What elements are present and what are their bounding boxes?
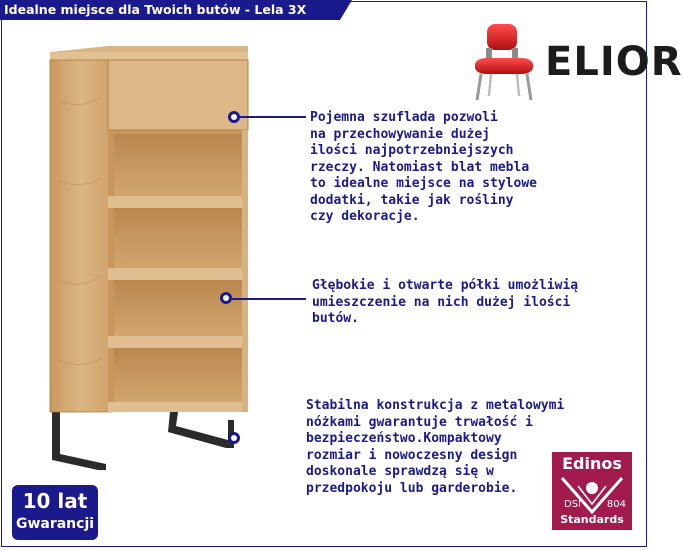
warranty-label: Gwarancji xyxy=(15,516,95,532)
callout-marker-legs xyxy=(228,432,240,444)
warranty-badge xyxy=(12,485,98,540)
callout-line-shelves xyxy=(232,298,306,300)
callout-marker-shelves xyxy=(220,292,232,304)
certification-dsi: DSI xyxy=(564,499,581,510)
certification-brand: Edinos xyxy=(562,454,622,473)
feature-text-construction: Stabilna konstrukcja z metalowymi nóżkami gwarantuje trwałość i bezpieczeństwo.Kompaktowy rozmiar i nowoczesny design doskonale sprawdzą się w przedpokoju lub garderobie. xyxy=(306,398,565,496)
product-image xyxy=(40,40,270,480)
warranty-years: 10 lat xyxy=(22,489,88,513)
feature-text-shelves: Głębokie i otwarte półki umożliwią umieszczenie na nich dużej ilości butów. xyxy=(312,278,579,326)
feature-text-drawer: Pojemna szuflada pozwoli na przechowywanie dużej ilości najpotrzebniejszych rzeczy. Natomiast blat mebla to idealne miejsce na stylowe dodatki, takie jak rośliny czy dekoracje. xyxy=(310,110,537,224)
page-title: Idealne miejsce dla Twoich butów - Lela 3X xyxy=(0,0,340,20)
callout-marker-drawer xyxy=(228,111,240,123)
callout-line-drawer xyxy=(234,116,306,118)
certification-badge xyxy=(552,452,632,530)
shoe-cabinet-illustration xyxy=(40,40,270,480)
brand-name: ELIOR xyxy=(545,39,683,85)
certification-number: 804 xyxy=(606,499,626,510)
brand-logo xyxy=(465,22,683,104)
certification-standards: Standards xyxy=(560,513,624,526)
chair-icon xyxy=(465,22,545,104)
